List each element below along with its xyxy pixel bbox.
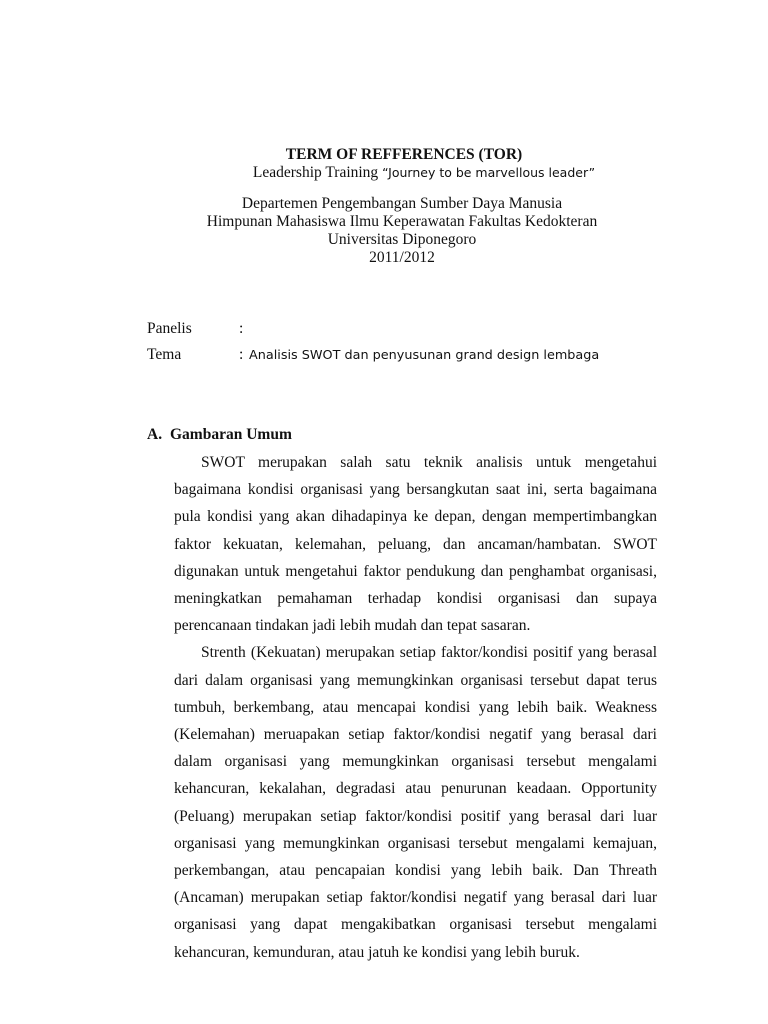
section-body [174,449,657,966]
panelis-separator: : [239,320,244,337]
document-subtitle [0,164,768,182]
organization-name: Himpunan Mahasiswa Ilmu Keperawatan Fakultas Kedokteran [206,213,598,230]
tema-value: Analisis SWOT dan penyusunan grand design lembaga [249,348,600,363]
paragraph: Strenth (Kekuatan) merupakan setiap faktor/kondisi positif yang berasal dari dalam organisasi yang memungkinkan organisasi tersebut dapat terus tumbuh, berkembang, atau mencapai kondisi yang lebih baik. Weakness (Kelemahan) meruapakan setiap faktor/kondisi negatif yang berasal dari dalam organisasi yang memungkinkan organisasi tersebut mengalami kehancuran, kekalahan, degradasi atau penurunan keadaan. Opportunity (Peluang) merupakan setiap faktor/kondisi positif yang berasal dari luar organisasi yang memungkinkan organisasi tersebut mengalami kemajuan, perkembangan, atau pencapaian kondisi yang lebih baik. Dan Threath (Ancaman) merupakan setiap faktor/kondisi negatif yang berasal dari luar organisasi yang dapat mengakibatkan organisasi tersebut mengalami kehancuran, kemunduran, atau jatuh ke kondisi yang lebih buruk. [174,644,657,961]
academic-year: 2011/2012 [369,249,435,266]
section-heading [147,426,292,444]
document-title: TERM OF REFFERENCES (TOR) [285,146,523,163]
tema-field [147,346,599,364]
subtitle-prefix: Leadership Training [252,164,383,181]
paragraph: SWOT merupakan salah satu teknik analisis untuk mengetahui bagaimana kondisi organisasi yang bersangkutan saat ini, serta bagaimana pula kondisi yang akan dihadapinya ke depan, dengan mempertimbangkan faktor kekuatan, kelemahan, peluang, dan ancaman/hambatan. SWOT digunakan untuk mengetahui faktor pendukung dan penghambat organisasi, meningkatkan pemahaman terhadap kondisi organisasi dan supaya perencanaan tindakan jadi lebih mudah dan tepat sasaran. [174,454,657,635]
section-title: Gambaran Umum [170,426,292,443]
subtitle-quote: “Journey to be marvellous leader” [382,165,596,180]
department-name: Departemen Pengembangan Sumber Daya Manusia [241,195,563,212]
panelis-label: Panelis [147,320,192,337]
tema-separator: : [239,346,244,363]
section-number: A. [147,426,163,443]
panelis-field [147,320,249,338]
tema-label: Tema [147,346,182,363]
university-name: Universitas Diponegoro [327,231,477,248]
